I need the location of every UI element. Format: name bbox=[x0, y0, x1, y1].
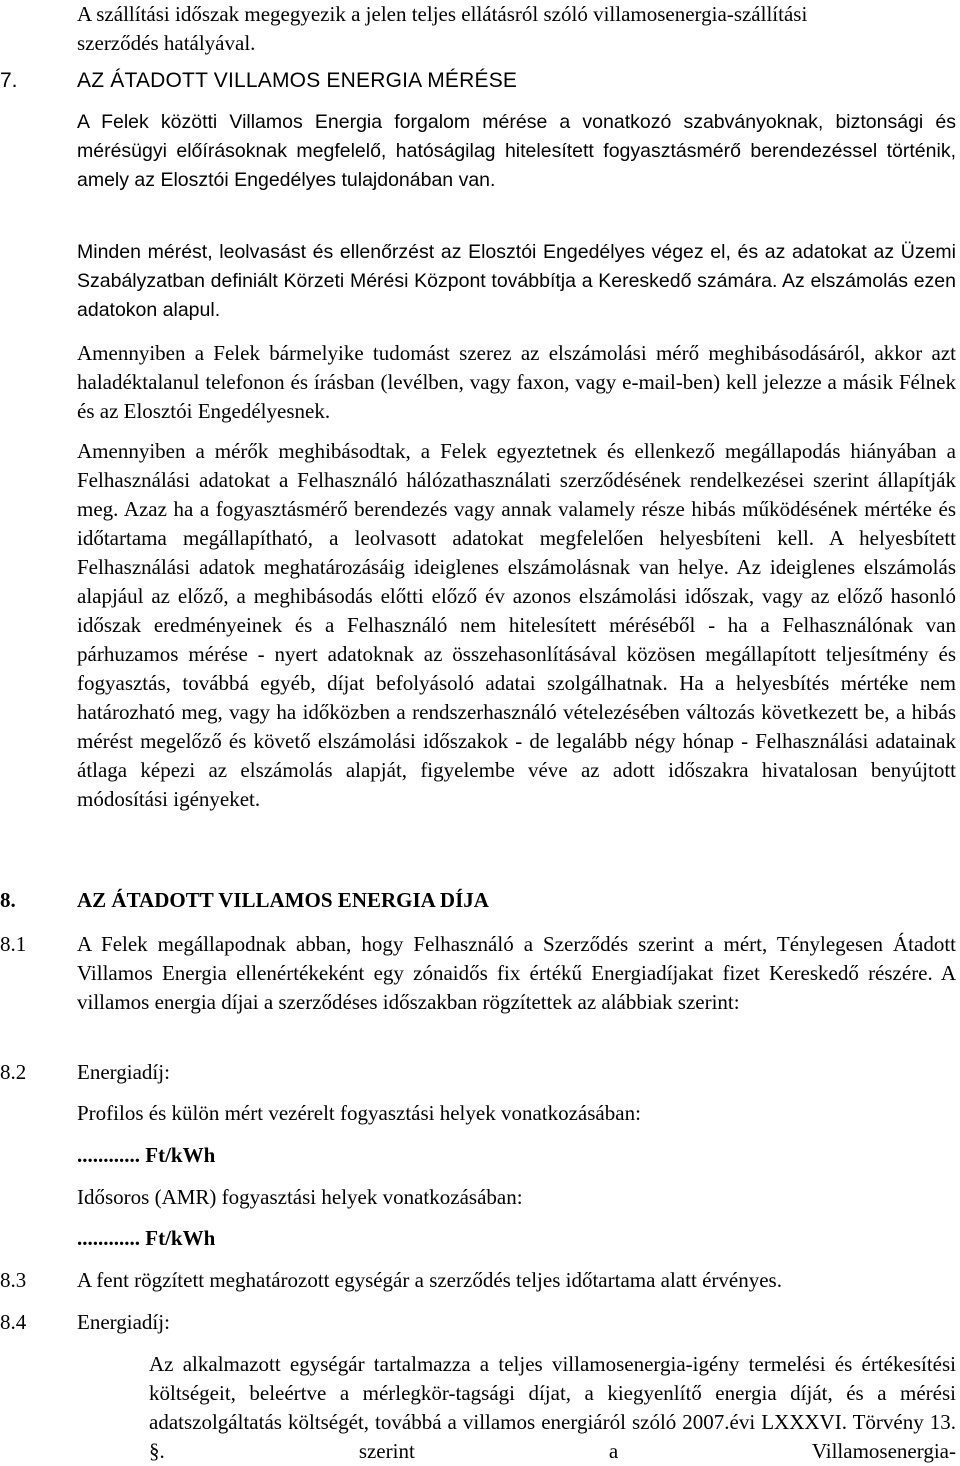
section-7-paragraph-4: Amennyiben a mérők meghibásodtak, a Felek egyeztetnek és ellenkező megállapodás hiányában a Felhasználási adatokat a Felhasználó hálózathasználati szerződésének rendelkezései szerint állapítják meg. Azaz ha a fogyasztásmérő berendezés vagy annak valamely része hibás működésének mértéke és időtartama megállapítható, a leolvasott adatokat megfelelően helyesbíteni kell. A helyesbített Felhasználási adatok meghatározásáig ideiglenes elszámolásnak van helye. Az ideiglenes elszámolás alapjául az előző, a meghibásodás előtti előző év azonos elszámolási időszak, vagy az előző hasonló időszak eredményeinek és a Felhasználó nem hitelesített méréséből - ha a Felhasználónak van párhuzamos mérése - nyert adatoknak az összehasonlításával közösen megállapított teljesítmény és fogyasztás, továbbá egyéb, díjat befolyásoló adatai szolgálhatnak. Ha a helyesbítés mértéke nem határozható meg, vagy ha időközben a rendszerhasználó vételezésében változás következett be, a hibás mérést megelőző és követő elszámolási időszakok - de legalább négy hónap - Felhasználási adatainak átlaga képezi az elszámolás alapját, figyelembe véve az adott időszakra hivatalosan benyújtott módosítási igényeket. bbox=[77, 439, 956, 811]
section-8-4-label: Energiadíj: bbox=[77, 1310, 170, 1334]
section-8-4-text: Az alkalmazott egységár tartalmazza a teljes villamosenergia-igény termelési és értékesítési költségeit, beleértve a mérlegkör-tagsági díjat, a kiegyenlítő energia díját, és a mérési adatszolgáltatás költségét, továbbá a villamos energiáról szóló 2007.évi LXXXVI. Törvény 13. §. szerint a Villamosenergia- bbox=[149, 1352, 956, 1463]
section-7-paragraph-1: A Felek közötti Villamos Energia forgalom mérése a vonatkozó szabványoknak, biztonsági és mérésügyi előírásoknak megfelelő, hatóságilag hitelesített fogyasztásmérő berendezéssel történik, amely az Elosztói Engedélyes tulajdonában van. bbox=[77, 111, 956, 191]
section-7-number: 7. bbox=[0, 69, 18, 92]
section-8-4-number: 8.4 bbox=[0, 1310, 27, 1334]
intro-line-2: szerződés hatályával. bbox=[77, 31, 256, 55]
amr-consumption-text: Idősoros (AMR) fogyasztási helyek vonatkozásában: bbox=[77, 1185, 523, 1209]
section-7-paragraph-3: Amennyiben a Felek bármelyike tudomást szerez az elszámolási mérő meghibásodásáról, akkor azt haladéktalanul telefonon és írásban (levélben, vagy faxon, vagy e-mail-ben) kell jelezze a másik Félnek és az Elosztói Engedélyesnek. bbox=[77, 341, 956, 423]
section-8-1-number: 8.1 bbox=[0, 932, 27, 956]
section-8-number: 8. bbox=[0, 888, 16, 912]
section-8-2-number: 8.2 bbox=[0, 1060, 27, 1084]
section-8-3-text: A fent rögzített meghatározott egységár a szerződés teljes időtartama alatt érvényes. bbox=[77, 1268, 782, 1292]
section-8-2-label: Energiadíj: bbox=[77, 1060, 170, 1084]
intro-line-1: A szállítási időszak megegyezik a jelen teljes ellátásról szóló villamosenergia-szállítási bbox=[77, 2, 808, 26]
section-8-1-text: A Felek megállapodnak abban, hogy Felhasználó a Szerződés szerint a mért, Ténylegesen Átadott Villamos Energia ellenértékeként egy zónaidős fix értékű Energiadíjakat fizet Kereskedő részére. A villamos energia díjai a szerződéses időszakban rögzítettek az alábbiak szerint: bbox=[77, 932, 956, 1014]
section-7-paragraph-2: Minden mérést, leolvasást és ellenőrzést az Elosztói Engedélyes végez el, és az adatokat az Üzemi Szabályzatban definiált Körzeti Mérési Központ továbbítja a Kereskedő számára. Az elszámolás ezen adatokon alapul. bbox=[77, 241, 956, 321]
profile-consumption-text: Profilos és külön mért vezérelt fogyasztási helyek vonatkozásában: bbox=[77, 1101, 641, 1125]
section-8-title: AZ ÁTADOTT VILLAMOS ENERGIA DÍJA bbox=[77, 888, 489, 912]
section-8-3-number: 8.3 bbox=[0, 1268, 27, 1292]
section-7-title: AZ ÁTADOTT VILLAMOS ENERGIA MÉRÉSE bbox=[77, 69, 518, 92]
amr-price: ............ Ft/kWh bbox=[77, 1226, 216, 1250]
profile-price: ............ Ft/kWh bbox=[77, 1143, 216, 1167]
